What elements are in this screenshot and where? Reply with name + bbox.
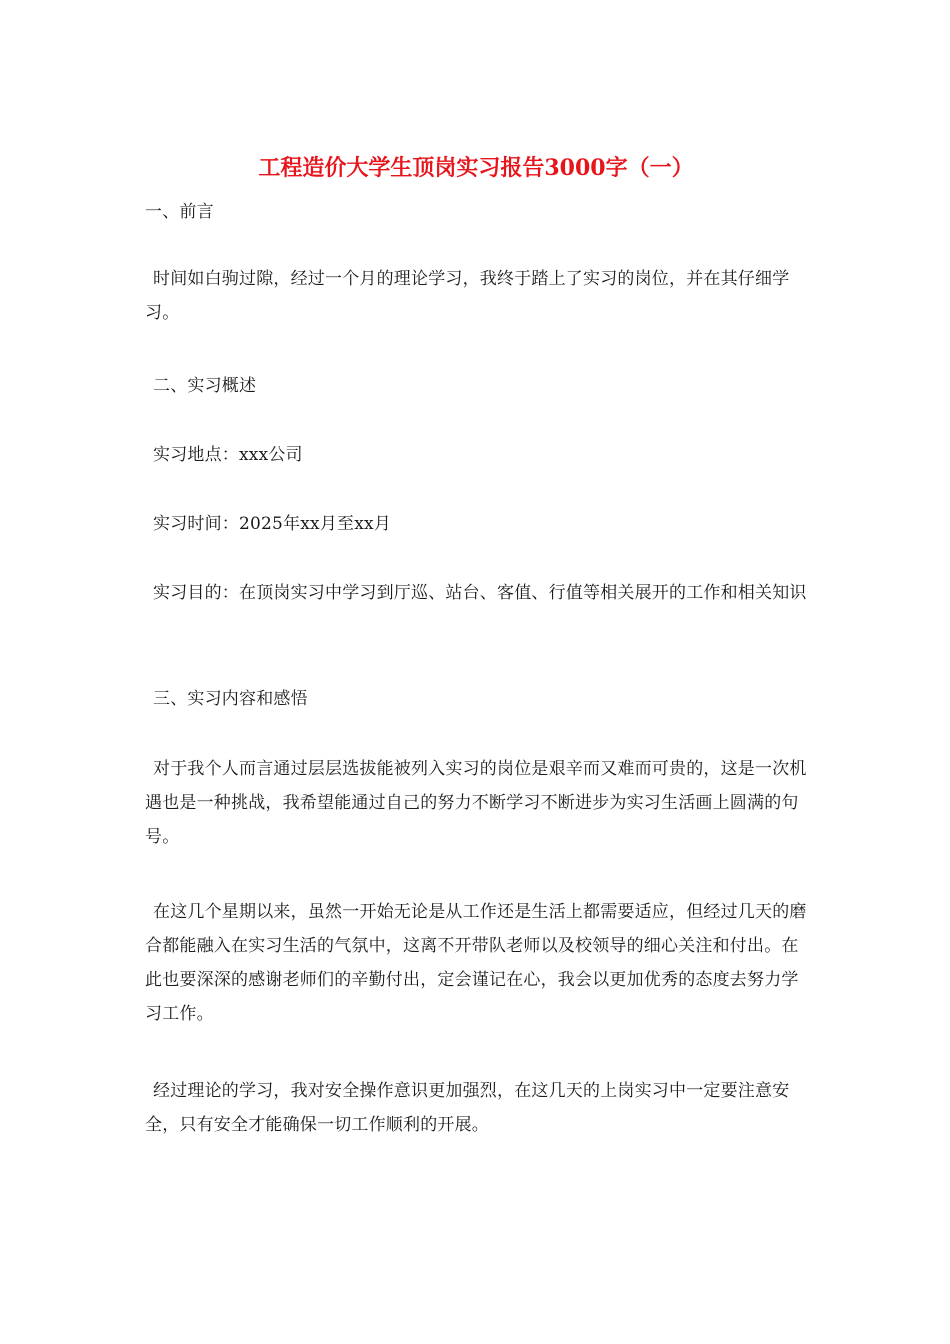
section-heading-preface: 一、前言 (145, 202, 214, 222)
internship-time: 实习时间：2025年xx月至xx月 (153, 514, 392, 534)
internship-purpose: 实习目的：在顶岗实习中学习到厅巡、站台、客值、行值等相关展开的工作和相关知识 (153, 583, 807, 603)
internship-place: 实习地点：xxx公司 (153, 445, 303, 465)
section-heading-content: 三、实习内容和感悟 (153, 689, 308, 709)
document-title: 工程造价大学生顶岗实习报告3000字（一） (258, 155, 694, 181)
paragraph-intro: 时间如白驹过隙，经过一个月的理论学习，我终于踏上了实习的岗位，并在其仔细学习。 (145, 269, 790, 323)
paragraph-adaptation: 在这几个星期以来，虽然一开始无论是从工作还是生活上都需要适应，但经过几天的磨合都能融入在实习生活的气氛中，这离不开带队老师以及校领导的细心关注和付出。在此也要深深的感谢老师们的辛勤付出，定会谨记在心，我会以更加优秀的态度去努力学习工作。 (145, 902, 807, 1024)
paragraph-opportunity: 对于我个人而言通过层层选拔能被列入实习的岗位是艰辛而又难而可贵的，这是一次机遇也是一种挑战，我希望能通过自己的努力不断学习不断进步为实习生活画上圆满的句号。 (145, 759, 807, 847)
paragraph-safety: 经过理论的学习，我对安全操作意识更加强烈，在这几天的上岗实习中一定要注意安全，只有安全才能确保一切工作顺利的开展。 (145, 1081, 790, 1135)
section-heading-overview: 二、实习概述 (153, 376, 257, 396)
